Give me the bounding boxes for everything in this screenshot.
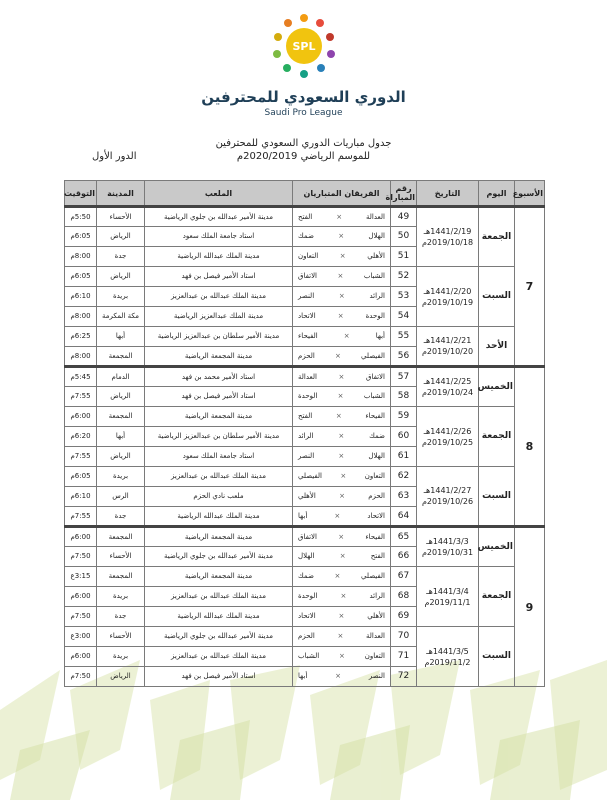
vs-separator: × (334, 351, 341, 360)
home-team: التعاون (364, 472, 385, 480)
date-gregorian: 2019/10/20م (421, 347, 474, 356)
teams-pair (294, 432, 389, 441)
kickoff-time: 7:50م (65, 607, 97, 627)
teams-pair (294, 533, 389, 542)
city-name: الأحساء (97, 547, 145, 567)
vs-separator: × (338, 612, 345, 620)
stadium-name: مدينة المجمعة الرياضية (145, 407, 293, 427)
teams-pair (294, 472, 389, 481)
week-number: 7 (515, 207, 545, 367)
match-number: 50 (391, 227, 417, 247)
city-name: الدمام (97, 367, 145, 387)
match-date (417, 527, 479, 567)
vs-separator: × (335, 412, 342, 420)
vs-separator: × (334, 511, 341, 520)
stadium-name: مدينة الملك عبدالله بن عبدالعزيز (145, 587, 293, 607)
away-team: الفتح (298, 212, 313, 221)
match-number: 60 (391, 427, 417, 447)
teams-cell (293, 507, 391, 527)
kickoff-time: 6:10م (65, 287, 97, 307)
home-team: الفيصلي (361, 351, 385, 360)
kickoff-time: 7:55م (65, 447, 97, 467)
match-number: 58 (391, 387, 417, 407)
kickoff-time: 5:50م (65, 207, 97, 227)
vs-separator: × (337, 272, 344, 280)
away-team: الرائد (298, 432, 314, 440)
kickoff-time: 6:00م (65, 647, 97, 667)
home-team: الفيصلي (361, 572, 385, 580)
teams-cell (293, 587, 391, 607)
match-number: 68 (391, 587, 417, 607)
vs-separator: × (334, 572, 341, 580)
kickoff-time: 3:15ع (65, 567, 97, 587)
teams-cell (293, 327, 391, 347)
vs-separator: × (340, 592, 347, 600)
city-name: الرياض (97, 387, 145, 407)
teams-pair (294, 352, 389, 361)
city-name: الرياض (97, 227, 145, 247)
teams-pair (294, 492, 389, 501)
vs-separator: × (339, 252, 346, 260)
home-team: النصر (368, 672, 385, 680)
teams-cell (293, 547, 391, 567)
teams-pair (294, 213, 389, 222)
teams-pair (294, 272, 389, 281)
teams-cell (293, 307, 391, 327)
stadium-name: مدينة الملك عبدالله الرياضية (145, 507, 293, 527)
teams-pair (294, 572, 389, 581)
table-row (65, 267, 545, 287)
teams-cell (293, 627, 391, 647)
schedule-table (64, 180, 545, 687)
date-hijri: 1441/2/27هـ (423, 486, 472, 495)
kickoff-time: 8:00م (65, 347, 97, 367)
stadium-name: مدينة الأمير سلطان بن عبدالعزيز الرياضية (145, 427, 293, 447)
match-number: 49 (391, 207, 417, 227)
match-date (417, 267, 479, 327)
stadium-name: مدينة المجمعة الرياضية (145, 567, 293, 587)
kickoff-time: 6:05م (65, 267, 97, 287)
header-time: التوقيت (65, 181, 97, 207)
city-name: المجمعة (97, 567, 145, 587)
away-team: الاتحاد (298, 312, 316, 320)
vs-separator: × (337, 392, 344, 400)
day-name: الأحد (479, 327, 515, 367)
table-row (65, 567, 545, 587)
teams-cell (293, 487, 391, 507)
table-row (65, 527, 545, 547)
away-team: الشباب (298, 652, 320, 660)
city-name: المجمعة (97, 527, 145, 547)
header-day: اليوم (479, 181, 515, 207)
stadium-name: مدينة الأمير عبدالله بن جلوي الرياضية (145, 207, 293, 227)
match-date (417, 207, 479, 267)
match-number: 65 (391, 527, 417, 547)
teams-pair (294, 632, 389, 641)
city-name: الرياض (97, 447, 145, 467)
date-hijri: 1441/3/3هـ (426, 537, 469, 546)
match-number: 56 (391, 347, 417, 367)
spl-logo (268, 10, 340, 82)
date-hijri: 1441/2/25هـ (423, 377, 472, 386)
stadium-name: استاد الأمير فيصل بن فهد (145, 387, 293, 407)
vs-separator: × (339, 492, 345, 500)
away-team: الفيصلي (298, 472, 322, 480)
vs-separator: × (338, 232, 345, 240)
match-number: 64 (391, 507, 417, 527)
away-team: الوحدة (298, 592, 318, 600)
city-name: بريدة (97, 587, 145, 607)
city-name: بريدة (97, 287, 145, 307)
home-team: الشباب (363, 392, 385, 400)
away-team: الحزم (298, 351, 315, 360)
home-team: التعاون (364, 652, 385, 660)
brand-name-english: Saudi Pro League (264, 108, 343, 118)
kickoff-time: 6:10م (65, 487, 97, 507)
schedule-title: جدول مباريات الدوري السعودي للمحترفين (215, 138, 392, 149)
stadium-name: ملعب نادي الحزم (145, 487, 293, 507)
vs-separator: × (343, 332, 350, 340)
teams-pair (294, 452, 389, 461)
teams-pair (294, 612, 389, 621)
match-number: 57 (391, 367, 417, 387)
day-name: الخميس (479, 527, 515, 567)
date-hijri: 1441/2/26هـ (423, 426, 472, 436)
teams-pair (294, 332, 389, 341)
stadium-name: مدينة الأمير عبدالله بن جلوي الرياضية (145, 627, 293, 647)
city-name: المجمعة (97, 407, 145, 427)
svg-text:SPL: SPL (292, 40, 316, 53)
day-name: السبت (479, 627, 515, 687)
home-team: الاتحاد (367, 511, 385, 520)
table-header-row (65, 181, 545, 207)
vs-separator: × (337, 632, 344, 640)
home-team: الأهلي (367, 612, 385, 620)
vs-separator: × (339, 552, 346, 560)
match-number: 52 (391, 267, 417, 287)
vs-separator: × (338, 432, 345, 440)
header-teams: الفريقان المتباريان (293, 181, 391, 207)
date-gregorian: 2019/11/1م (424, 597, 471, 607)
match-number: 59 (391, 407, 417, 427)
stadium-name: مدينة المجمعة الرياضية (145, 527, 293, 547)
away-team: الفيحاء (298, 332, 318, 340)
vs-separator: × (338, 372, 345, 381)
match-number: 63 (391, 487, 417, 507)
header-week: الأسبوع (515, 181, 545, 207)
vs-separator: × (336, 212, 343, 221)
week-number: 8 (515, 367, 545, 527)
match-date (417, 367, 479, 407)
table-row (65, 367, 545, 387)
vs-separator: × (339, 652, 345, 660)
date-hijri: 1441/3/5هـ (426, 646, 469, 656)
away-team: الأهلي (298, 492, 316, 500)
stadium-name: مدينة الملك عبدالله الرياضية (145, 607, 293, 627)
day-name: السبت (479, 267, 515, 327)
day-name: الجمعة (479, 567, 515, 627)
stadium-name: مدينة المجمعة الرياضية (145, 347, 293, 367)
teams-pair (294, 292, 389, 301)
teams-cell (293, 567, 391, 587)
home-team: الوحدة (365, 312, 385, 320)
teams-pair (294, 373, 389, 382)
date-gregorian: 2019/10/25م (421, 437, 474, 447)
header-stadium: الملعب (145, 181, 293, 207)
teams-cell (293, 247, 391, 267)
home-team: الشباب (363, 272, 385, 280)
match-date (417, 467, 479, 527)
stadium-name: مدينة الأمير عبدالله بن جلوي الرياضية (145, 547, 293, 567)
city-name: الرياض (97, 667, 145, 687)
city-name: بريدة (97, 647, 145, 667)
date-gregorian: 2019/10/31م (421, 548, 474, 557)
match-number: 72 (391, 667, 417, 687)
teams-pair (294, 512, 389, 521)
teams-pair (294, 252, 389, 261)
header-date: التاريخ (417, 181, 479, 207)
away-team: ضمك (298, 572, 314, 580)
match-number: 54 (391, 307, 417, 327)
kickoff-time: 8:00م (65, 247, 97, 267)
city-name: أبها (97, 327, 145, 347)
kickoff-time: 6:05م (65, 467, 97, 487)
match-number: 55 (391, 327, 417, 347)
stadium-name: استاد جامعة الملك سعود (145, 447, 293, 467)
vs-separator: × (338, 292, 345, 300)
table-row (65, 207, 545, 227)
teams-cell (293, 407, 391, 427)
teams-cell (293, 447, 391, 467)
away-team: الحزم (298, 632, 315, 640)
teams-pair (294, 392, 389, 401)
match-number: 61 (391, 447, 417, 467)
date-gregorian: 2019/10/19م (421, 297, 474, 307)
date-gregorian: 2019/10/26م (421, 497, 474, 506)
city-name: الرس (97, 487, 145, 507)
match-number: 51 (391, 247, 417, 267)
vs-separator: × (340, 472, 347, 480)
date-hijri: 1441/3/4هـ (426, 586, 469, 596)
teams-pair (294, 652, 389, 661)
day-name: الجمعة (479, 407, 515, 467)
away-team: أبها (298, 511, 308, 520)
home-team: الرائد (369, 292, 385, 300)
away-team: النصر (298, 452, 315, 460)
away-team: التعاون (298, 252, 319, 260)
teams-pair (294, 312, 389, 321)
stadium-name: استاد الأمير فيصل بن فهد (145, 667, 293, 687)
teams-cell (293, 527, 391, 547)
away-team: الاتفاق (298, 272, 318, 280)
kickoff-time: 6:00م (65, 527, 97, 547)
match-date (417, 627, 479, 687)
away-team: ضمك (298, 232, 314, 240)
teams-cell (293, 427, 391, 447)
week-number: 9 (515, 527, 545, 687)
teams-cell (293, 607, 391, 627)
date-gregorian: 2019/10/24م (421, 388, 474, 397)
vs-separator: × (338, 532, 345, 541)
teams-pair (294, 672, 389, 681)
header-city: المدينة (97, 181, 145, 207)
vs-separator: × (335, 672, 342, 680)
date-gregorian: 2019/11/2م (424, 657, 471, 667)
home-team: أبها (375, 332, 385, 340)
home-team: الهلال (368, 232, 385, 240)
teams-cell (293, 647, 391, 667)
header-match-no: رقم المباراة (391, 181, 417, 207)
teams-cell (293, 667, 391, 687)
home-team: ضمك (369, 432, 385, 440)
stadium-name: مدينة الملك عبدالله بن عبدالعزيز (145, 647, 293, 667)
city-name: الأحساء (97, 627, 145, 647)
kickoff-time: 6:25م (65, 327, 97, 347)
kickoff-time: 5:45م (65, 367, 97, 387)
teams-cell (293, 387, 391, 407)
stadium-name: مدينة الملك عبدالله الرياضية (145, 247, 293, 267)
date-hijri: 1441/2/20هـ (423, 286, 472, 296)
stadium-name: استاد الأمير فيصل بن فهد (145, 267, 293, 287)
brand-name-arabic: الدوري السعودي للمحترفين (201, 88, 406, 106)
home-team: العدالة (366, 632, 385, 640)
stadium-name: استاد الأمير محمد بن فهد (145, 367, 293, 387)
home-team: العدالة (366, 212, 385, 221)
match-number: 71 (391, 647, 417, 667)
match-number: 62 (391, 467, 417, 487)
away-team: الاتحاد (298, 612, 316, 620)
teams-cell (293, 467, 391, 487)
match-number: 53 (391, 287, 417, 307)
kickoff-time: 6:20م (65, 427, 97, 447)
stadium-name: استاد جامعة الملك سعود (145, 227, 293, 247)
match-date (417, 327, 479, 367)
teams-cell (293, 367, 391, 387)
stadium-name: مدينة الملك عبدالله بن عبدالعزيز (145, 467, 293, 487)
away-team: العدالة (298, 372, 317, 381)
table-row (65, 327, 545, 347)
match-number: 67 (391, 567, 417, 587)
away-team: أبها (298, 672, 308, 680)
table-row (65, 627, 545, 647)
stadium-name: مدينة الملك عبدالعزيز الرياضية (145, 307, 293, 327)
teams-cell (293, 287, 391, 307)
away-team: النصر (298, 292, 315, 300)
city-name: أبها (97, 427, 145, 447)
city-name: مكة المكرمة (97, 307, 145, 327)
match-date (417, 407, 479, 467)
table-row (65, 467, 545, 487)
home-team: الفيحاء (365, 412, 385, 420)
date-hijri: 1441/2/19هـ (423, 227, 472, 236)
table-row (65, 407, 545, 427)
kickoff-time: 6:00م (65, 407, 97, 427)
teams-pair (294, 412, 389, 421)
match-number: 66 (391, 547, 417, 567)
away-team: الوحدة (298, 392, 318, 400)
vs-separator: × (338, 452, 345, 460)
away-team: الاتفاق (298, 532, 317, 541)
city-name: جدة (97, 607, 145, 627)
date-gregorian: 2019/10/18م (421, 238, 474, 247)
away-team: الفتح (298, 412, 313, 420)
city-name: الأحساء (97, 207, 145, 227)
date-hijri: 1441/2/21هـ (423, 336, 472, 345)
teams-cell (293, 267, 391, 287)
teams-cell (293, 347, 391, 367)
city-name: جدة (97, 247, 145, 267)
day-name: الخميس (479, 367, 515, 407)
match-number: 70 (391, 627, 417, 647)
kickoff-time: 6:05م (65, 227, 97, 247)
kickoff-time: 8:00م (65, 307, 97, 327)
stadium-name: مدينة الملك عبدالله بن عبدالعزيز (145, 287, 293, 307)
home-team: الهلال (368, 452, 385, 460)
vs-separator: × (337, 312, 344, 320)
match-number: 69 (391, 607, 417, 627)
kickoff-time: 6:00م (65, 587, 97, 607)
kickoff-time: 7:50م (65, 547, 97, 567)
teams-cell (293, 207, 391, 227)
city-name: الرياض (97, 267, 145, 287)
kickoff-time: 7:55م (65, 507, 97, 527)
home-team: الاتفاق (366, 372, 385, 381)
home-team: الحزم (368, 492, 385, 500)
city-name: جدة (97, 507, 145, 527)
kickoff-time: 7:55م (65, 387, 97, 407)
day-name: السبت (479, 467, 515, 527)
day-name: الجمعة (479, 207, 515, 267)
teams-cell (293, 227, 391, 247)
teams-pair (294, 232, 389, 241)
match-date (417, 567, 479, 627)
kickoff-time: 7:50م (65, 667, 97, 687)
city-name: بريدة (97, 467, 145, 487)
home-team: الفيحاء (365, 532, 385, 541)
home-team: الرائد (369, 592, 385, 600)
home-team: الأهلي (367, 252, 385, 260)
teams-pair (294, 552, 389, 561)
round-label: الدور الأول (92, 151, 137, 162)
stadium-name: مدينة الأمير سلطان بن عبدالعزيز الرياضية (145, 327, 293, 347)
away-team: الهلال (298, 552, 315, 560)
season-subtitle: للموسم الرياضي 2020/2019م (236, 151, 371, 162)
teams-pair (294, 592, 389, 601)
kickoff-time: 3:00ع (65, 627, 97, 647)
home-team: الفتح (370, 552, 385, 560)
city-name: المجمعة (97, 347, 145, 367)
